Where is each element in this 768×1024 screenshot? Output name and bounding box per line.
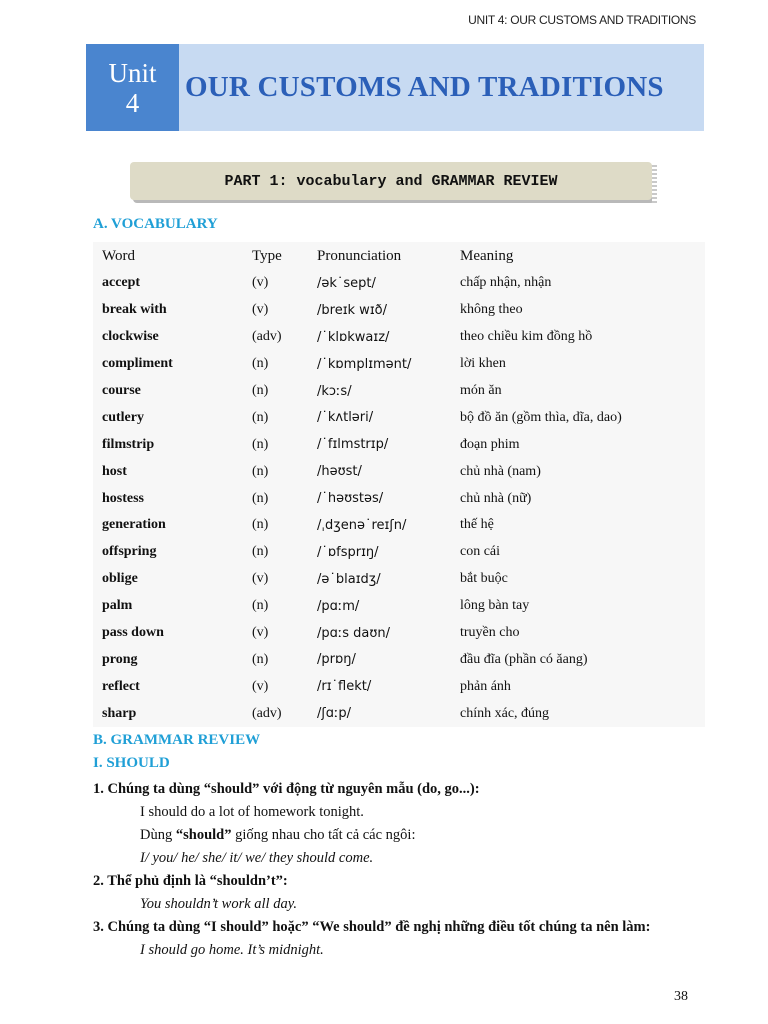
vocab-word: compliment: [102, 356, 173, 372]
vocab-word: break with: [102, 302, 167, 318]
unit-number: 4: [125, 87, 140, 118]
grammar-rule-3: 3. Chúng ta dùng “I should” hoặc” “We should” đề nghị những điều tốt chúng ta nên làm:: [93, 919, 651, 935]
vocab-pronunciation: /ʃɑːp/: [317, 706, 352, 722]
table-row: [93, 673, 705, 700]
vocab-meaning: theo chiều kim đồng hồ: [460, 329, 593, 345]
unit-title: OUR CUSTOMS AND TRADITIONS: [185, 71, 664, 103]
table-row: [93, 431, 705, 458]
vocab-meaning: lời khen: [460, 356, 506, 372]
vocab-type: (n): [252, 651, 269, 667]
vocab-word: host: [102, 463, 127, 479]
section-b1-heading: I. SHOULD: [93, 755, 170, 771]
grammar-example: I should go home. It’s midnight.: [140, 942, 324, 958]
grammar-rule-2: 2. Thể phủ định là “shouldn’t”:: [93, 873, 288, 889]
table-row: [93, 378, 705, 405]
table-row: [93, 700, 705, 727]
vocab-word: palm: [102, 598, 133, 614]
vocab-pronunciation: /˙ɒfsprɪŋ/: [317, 544, 379, 560]
unit-number-box: [86, 44, 179, 131]
vocabulary-table: [93, 242, 705, 727]
part-banner: PART 1: vocabulary and GRAMMAR REVIEW: [130, 162, 652, 200]
vocab-word: hostess: [102, 490, 145, 506]
table-row: [93, 458, 705, 485]
part-banner-edge: [652, 165, 657, 203]
table-row: [93, 646, 705, 673]
vocab-word: offspring: [102, 544, 157, 560]
vocab-meaning: chủ nhà (nam): [460, 463, 541, 479]
table-row: [93, 539, 705, 566]
unit-word: Unit: [108, 57, 157, 88]
table-row: [93, 404, 705, 431]
vocab-word: prong: [102, 651, 138, 667]
grammar-note: [93, 824, 713, 847]
grammar-example: I/ you/ he/ she/ it/ we/ they should come.: [140, 850, 374, 866]
vocab-type: (v): [252, 571, 269, 587]
vocab-pronunciation: /breɪk wɪð/: [317, 302, 387, 318]
table-row: [93, 593, 705, 620]
grammar-example: You shouldn’t work all day.: [140, 896, 297, 912]
vocab-type: (n): [252, 436, 269, 452]
vocab-pronunciation: /˙həʊstəs/: [317, 491, 384, 507]
vocab-meaning: chấp nhận, nhận: [460, 275, 552, 291]
vocab-meaning: con cái: [460, 544, 501, 560]
vocab-meaning: đầu đĩa (phần có ăang): [460, 651, 588, 667]
vocab-pronunciation: /˙fɪlmstrɪp/: [317, 437, 389, 453]
vocab-word: sharp: [102, 705, 137, 721]
vocab-type: (adv): [252, 705, 282, 721]
vocab-meaning: chủ nhà (nữ): [460, 490, 532, 506]
section-a-heading: A. VOCABULARY: [93, 216, 218, 232]
table-row: [93, 512, 705, 539]
grammar-note-bold: “should”: [175, 827, 232, 843]
vocab-pronunciation: /ˌdʒenə˙reɪʃn/: [317, 517, 407, 533]
page-number: 38: [674, 989, 688, 1004]
vocab-type: (adv): [252, 329, 282, 345]
grammar-rule-1: 1. Chúng ta dùng “should” với động từ nguyên mẫu (do, go...):: [93, 781, 480, 797]
grammar-content: [93, 778, 713, 962]
header-pronunciation: Pronunciation: [317, 247, 402, 264]
table-row: [93, 297, 705, 324]
table-row: [93, 620, 705, 647]
vocab-meaning: lông bàn tay: [460, 598, 530, 614]
vocab-word: filmstrip: [102, 436, 155, 452]
vocab-type: (n): [252, 463, 269, 479]
table-header-row: [93, 242, 705, 270]
header-word: Word: [102, 247, 135, 264]
vocab-pronunciation: /həʊst/: [317, 464, 362, 480]
vocab-meaning: bộ đồ ăn (gồm thìa, dĩa, dao): [460, 409, 622, 425]
vocab-type: (n): [252, 356, 269, 372]
vocab-pronunciation: /ək˙sept/: [317, 275, 376, 291]
vocab-pronunciation: /rɪ˙flekt/: [317, 679, 372, 695]
vocab-type: (v): [252, 625, 269, 641]
vocab-word: accept: [102, 275, 141, 291]
vocab-word: cutlery: [102, 409, 144, 425]
vocab-pronunciation: /˙kʌtləri/: [317, 410, 374, 426]
vocab-meaning: món ăn: [460, 383, 502, 398]
vocab-word: oblige: [102, 571, 138, 587]
vocab-pronunciation: /kɔːs/: [317, 383, 352, 399]
running-header: UNIT 4: OUR CUSTOMS AND TRADITIONS: [468, 13, 696, 27]
vocab-pronunciation: /pɑːs daʊn/: [317, 625, 391, 641]
vocab-word: clockwise: [102, 329, 159, 345]
table-row: [93, 324, 705, 351]
vocab-meaning: thế hệ: [460, 517, 494, 533]
table-row: [93, 566, 705, 593]
vocab-meaning: chính xác, đúng: [460, 705, 550, 721]
vocab-type: (v): [252, 275, 269, 291]
vocab-meaning: truyền cho: [460, 625, 520, 641]
vocab-word: reflect: [102, 678, 140, 694]
vocab-type: (v): [252, 302, 269, 318]
section-b-heading: B. GRAMMAR REVIEW: [93, 732, 261, 748]
header-type: Type: [252, 247, 282, 264]
vocabulary-table-body: [93, 270, 705, 727]
vocab-type: (n): [252, 544, 269, 560]
vocab-meaning: đoạn phim: [460, 436, 520, 452]
vocab-meaning: không theo: [460, 302, 523, 318]
vocab-type: (v): [252, 678, 269, 694]
vocab-type: (n): [252, 517, 269, 533]
vocab-word: course: [102, 383, 141, 398]
vocab-word: pass down: [102, 625, 164, 641]
vocab-type: (n): [252, 490, 269, 506]
grammar-example: I should do a lot of homework tonight.: [140, 804, 364, 820]
grammar-note-post: giống nhau cho tất cả các ngôi:: [231, 827, 416, 843]
vocab-pronunciation: /˙klɒkwaɪz/: [317, 329, 390, 345]
vocab-meaning: bắt buộc: [460, 571, 508, 587]
vocab-pronunciation: /prɒŋ/: [317, 652, 356, 668]
vocab-pronunciation: /˙kɒmplɪmənt/: [317, 356, 412, 372]
vocab-pronunciation: /pɑːm/: [317, 598, 360, 614]
header-meaning: Meaning: [460, 247, 514, 264]
vocab-meaning: phản ánh: [460, 678, 511, 694]
table-row: [93, 485, 705, 512]
vocab-word: generation: [102, 517, 166, 533]
vocab-type: (n): [252, 383, 269, 398]
grammar-note-pre: Dùng: [140, 827, 176, 843]
vocab-pronunciation: /ə˙blaɪdʒ/: [317, 571, 381, 587]
unit-banner: [86, 44, 704, 131]
table-row: [93, 351, 705, 378]
table-row: [93, 270, 705, 297]
vocab-type: (n): [252, 598, 269, 614]
vocab-type: (n): [252, 409, 269, 425]
